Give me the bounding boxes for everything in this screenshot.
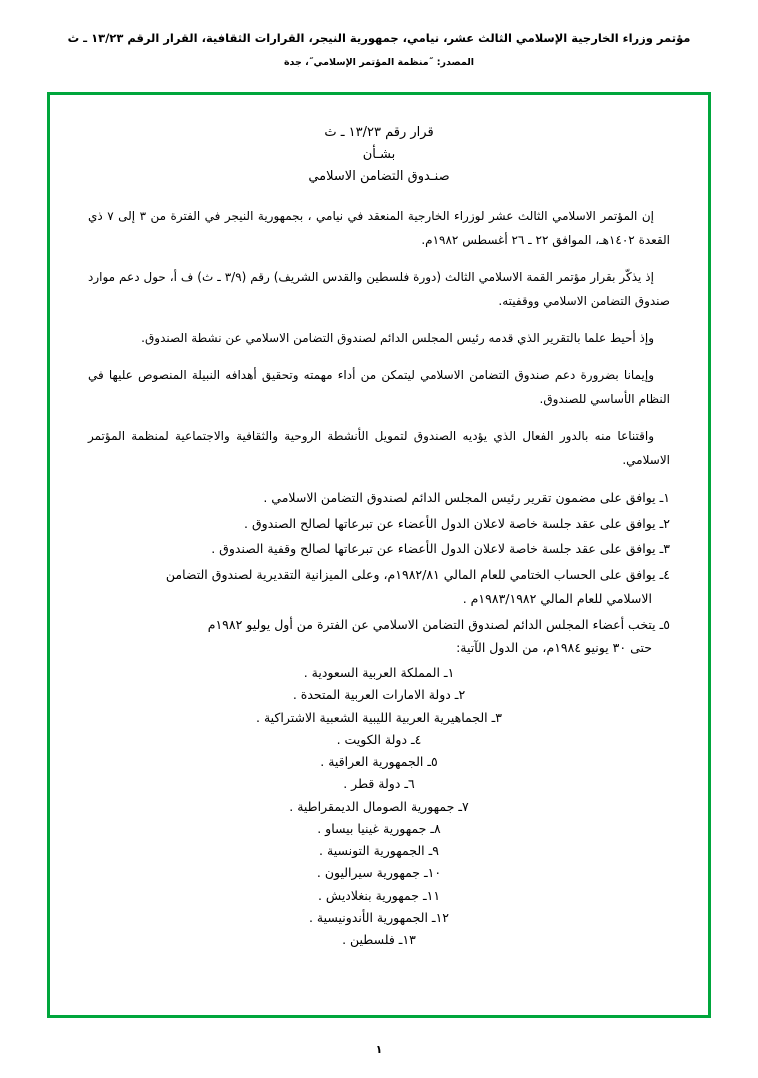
list-item: ٥ـ الجمهورية العراقية . (320, 754, 438, 770)
resolution-item-1-line-1: ١ـ يوافق على مضمون تقرير رئيس المجلس الدائم لصندوق التضامن الاسلامي . (263, 489, 670, 505)
document-frame (47, 92, 711, 1018)
list-item: ٤ـ دولة الكويت . (336, 731, 422, 747)
list-item: ١٢ـ الجمهورية الأندونيسية . (308, 909, 450, 925)
list-item: ١١ـ جمهورية بنغلاديش . (317, 887, 441, 903)
resolution-number: قرار رقم ١٣/٢٣ ـ ث (324, 125, 434, 140)
page-number: ١ (375, 1043, 383, 1056)
resolution-item-4-line-2: الاسلامي للعام المالي ١٩٨٣/١٩٨٢م . (462, 590, 652, 606)
list-item: ٣ـ الجماهيرية العربية الليبية الشعبية الاشتراكية . (256, 709, 502, 725)
list-item: ٦ـ دولة قطر . (343, 776, 415, 792)
resolution-item-5-line-2: حتى ٣٠ يونيو ١٩٨٤م، من الدول الآتية: (456, 640, 652, 656)
paragraph-preamble-3: وإذ أحيط علما بالتقرير الذي قدمه رئيس المجلس الدائم لصندوق التضامن الاسلامي عن نشطة الصندوق. (141, 330, 654, 345)
paragraph-preamble-5: واقتناعا منه بالدور الفعال الذي يؤديه الصندوق لتمويل الأنشطة الروحية والثقافية والاجتماعية لمنظمة المؤتمر الاسلامي. (88, 429, 670, 467)
list-item: ١ـ المملكة العربية السعودية . (303, 665, 455, 681)
resolution-item-2 (88, 512, 670, 536)
paragraph-preamble-1: إن المؤتمر الاسلامي الثالث عشر لوزراء الخارجية المنعقد في نيامي ، بجمهورية النيجر في الفترة من ٣ إلى ٧ ذي القعدة ١٤٠٢هـ، الموافق ٢٢ ـ ٢٦ أغسطس ١٩٨٢م. (88, 209, 670, 247)
list-item: ١٠ـ جمهورية سيراليون . (316, 865, 442, 881)
resolution-item-2-line-1: ٢ـ يوافق على عقد جلسة خاصة لاعلان الدول الأعضاء عن تبرعاتها لصالح الصندوق . (244, 515, 670, 531)
resolution-item-3-line-1: ٣ـ يوافق على عقد جلسة خاصة لاعلان الدول الأعضاء عن تبرعاتها لصالح وقفية الصندوق . (211, 541, 670, 557)
paragraph-preamble-2: إذ يذكّر بقرار مؤتمر القمة الاسلامي الثالث (دورة فلسطين والقدس الشريف) رقم (٣/٩ ـ ث) ف أ، حول دعم موارد صندوق التضامن الاسلامي ووقفيته. (88, 270, 670, 308)
resolution-subject: صنـدوق التضامن الاسلامي (308, 169, 450, 185)
resolution-list (88, 486, 670, 660)
list-item: ٨ـ جمهورية غينيا بيساو . (317, 820, 441, 836)
list-item: ٩ـ الجمهورية التونسية . (319, 843, 439, 859)
document-body (50, 95, 708, 1015)
resolution-item-4-line-1: ٤ـ يوافق على الحساب الختامي للعام المالي ١٩٨٢/٨١م، وعلى الميزانية التقديرية لصندوق التضامن (165, 567, 670, 583)
resolution-about-word: بشـأن (362, 147, 396, 163)
resolution-item-3 (88, 537, 670, 561)
page-header (0, 0, 758, 69)
resolution-item-4 (88, 563, 670, 611)
list-item: ٢ـ دولة الامارات العربية المتحدة . (292, 687, 466, 703)
header-source: المصدر: ˝منظمة المؤتمر الإسلامي˝، جدة (283, 57, 475, 69)
list-item: ١٣ـ فلسطين . (342, 932, 416, 948)
resolution-item-5 (88, 613, 670, 661)
header-title: مؤتمر وزراء الخارجية الإسلامي الثالث عشر، نيامي، جمهورية النيجر، القرارات الثقافية، القرار الرقم ١٣/٢٣ ـ ث (67, 31, 691, 45)
resolution-item-1 (88, 486, 670, 510)
resolution-item-5-line-1: ٥ـ يتخب أعضاء المجلس الدائم لصندوق التضامن الاسلامي عن الفترة من أول يوليو ١٩٨٢م (207, 616, 670, 632)
list-item: ٧ـ جمهورية الصومال الديمقراطية . (289, 798, 469, 814)
member-country-list (88, 662, 670, 951)
paragraph-preamble-4: وإيمانا بضرورة دعم صندوق التضامن الاسلامي ليتمكن من أداء مهمته وتحقيق أهدافه النبيلة المنصوص عليها في النظام الأساسي للصندوق. (88, 368, 670, 406)
